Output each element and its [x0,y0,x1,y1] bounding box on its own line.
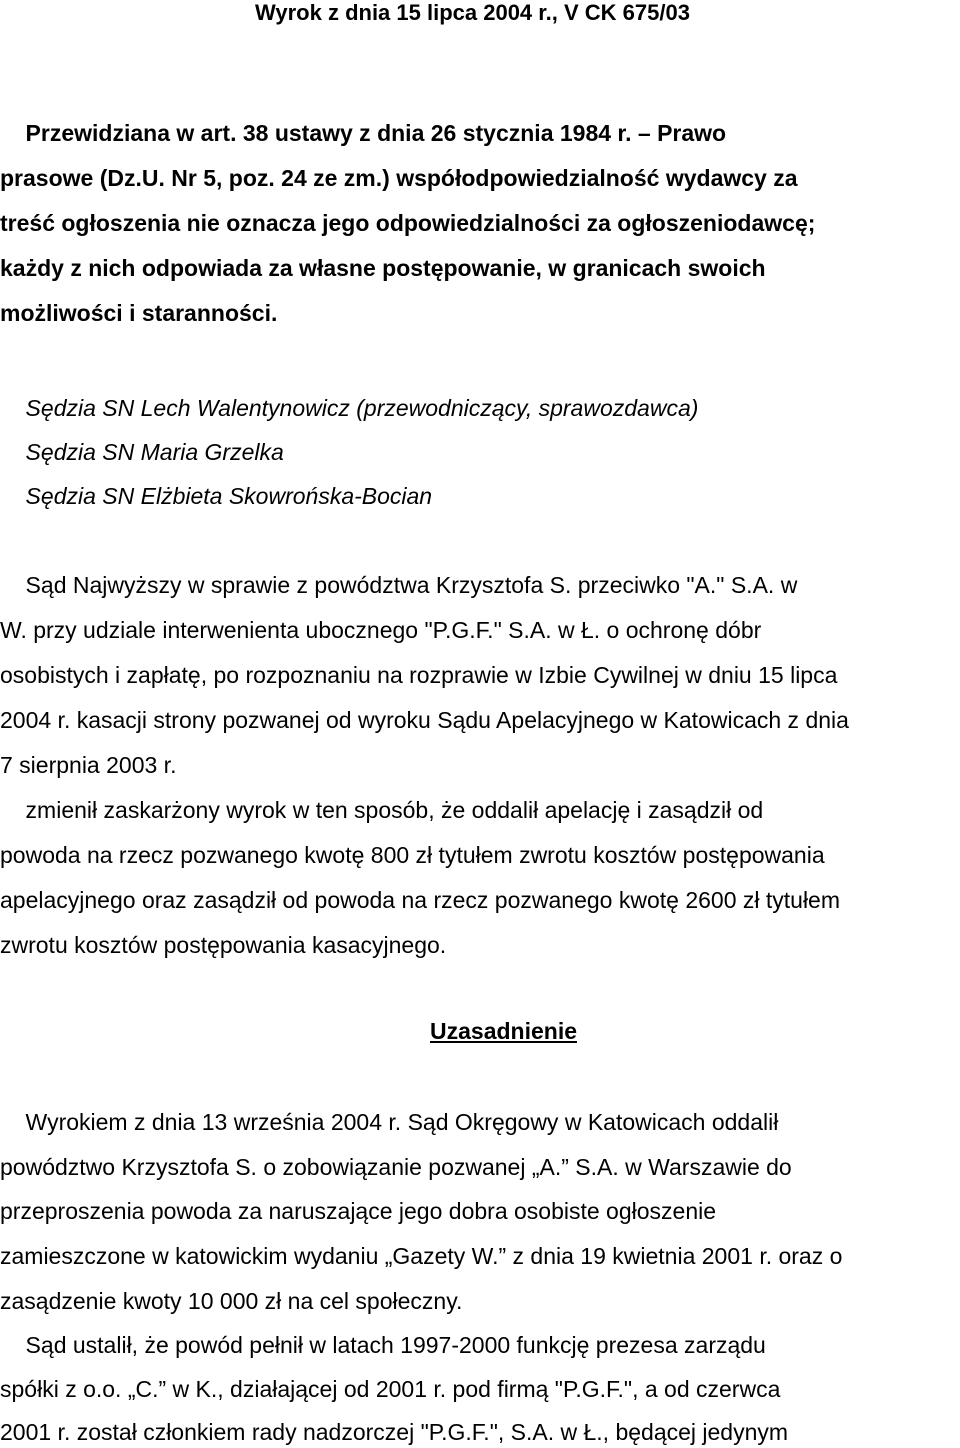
ruling-line: powoda na rzecz pozwanego kwotę 800 zł tytułem zwrotu kosztów postępowania [0,842,825,868]
justification-line: przeproszenia powoda za naruszające jego dobra osobiste ogłoszenie [0,1198,717,1224]
intro-line: Sąd Najwyższy w sprawie z powództwa Krzysztofa S. przeciwko "A." S.A. w [0,572,798,598]
justification-line: Wyrokiem z dnia 13 września 2004 r. Sąd Okręgowy w Katowicach oddalił [0,1109,779,1135]
thesis-line: treść ogłoszenia nie oznacza jego odpowiedzialności za ogłoszeniodawcę; [0,210,816,236]
section-heading: Uzasadnienie [430,1018,577,1044]
justification-line: spółki z o.o. „C.” w K., działającej od 2001 r. pod firmą "P.G.F.", a od czerwca [0,1376,781,1402]
thesis-line: możliwości i staranności. [0,300,278,326]
thesis-line: Przewidziana w art. 38 ustawy z dnia 26 stycznia 1984 r. – Prawo [0,120,727,146]
justification-line: powództwo Krzysztofa S. o zobowiązanie pozwanej „A.” S.A. w Warszawie do [0,1154,792,1180]
intro-line: W. przy udziale interwenienta ubocznego "P.G.F." S.A. w Ł. o ochronę dóbr [0,617,762,643]
intro-line: 2004 r. kasacji strony pozwanej od wyroku Sądu Apelacyjnego w Katowicach z dnia [0,707,849,733]
judge-line: Sędzia SN Maria Grzelka [0,439,284,465]
justification-line: zasądzenie kwoty 10 000 zł na cel społeczny. [0,1288,463,1314]
intro-line: 7 sierpnia 2003 r. [0,752,177,778]
justification-line: zamieszczone w katowickim wydaniu „Gazety W.” z dnia 19 kwietnia 2001 r. oraz o [0,1243,843,1269]
judge-line: Sędzia SN Elżbieta Skowrońska-Bocian [0,483,433,509]
thesis-line: każdy z nich odpowiada za własne postępowanie, w granicach swoich [0,255,766,281]
justification-line: 2001 r. został członkiem rady nadzorczej "P.G.F.", S.A. w Ł., będącej jedynym [0,1419,789,1445]
judge-line: Sędzia SN Lech Walentynowicz (przewodniczący, sprawozdawca) [0,395,699,421]
intro-line: osobistych i zapłatę, po rozpoznaniu na rozprawie w Izbie Cywilnej w dniu 15 lipca [0,662,838,688]
document-title: Wyrok z dnia 15 lipca 2004 r., V CK 675/03 [255,0,690,25]
justification-line: Sąd ustalił, że powód pełnił w latach 1997-2000 funkcję prezesa zarządu [0,1332,766,1358]
ruling-line: zmienił zaskarżony wyrok w ten sposób, że oddalił apelację i zasądził od [0,797,764,823]
ruling-line: zwrotu kosztów postępowania kasacyjnego. [0,932,447,958]
thesis-line: prasowe (Dz.U. Nr 5, poz. 24 ze zm.) współodpowiedzialność wydawcy za [0,165,798,191]
ruling-line: apelacyjnego oraz zasądził od powoda na rzecz pozwanego kwotę 2600 zł tytułem [0,887,841,913]
